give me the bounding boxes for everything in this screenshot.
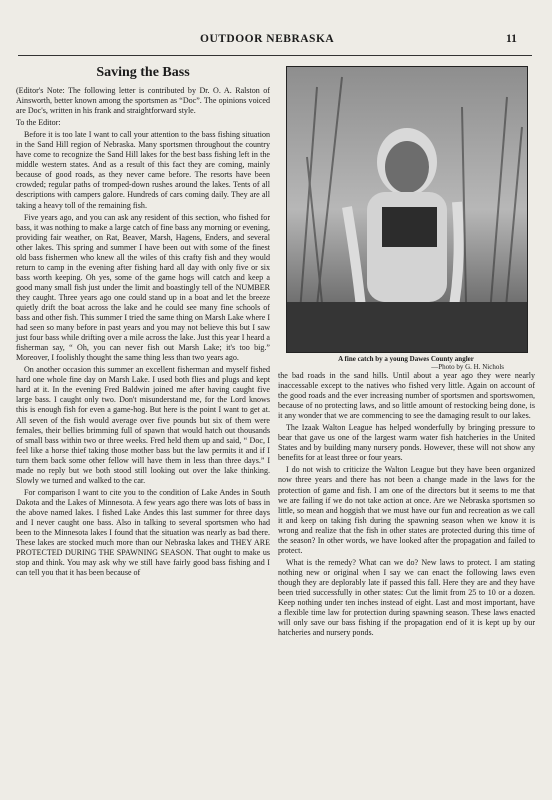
article-title: Saving the Bass — [96, 65, 190, 80]
left-column — [16, 64, 270, 580]
salutation: To the Editor: — [16, 118, 61, 128]
paragraph: I do not wish to criticize the Walton League but they have been organized now three years and there has not been a change made in the laws for the protection of game and fish. I am one of the directors but it seems to me that we are failing if we do not take action at once. Are we Nebraska sportsmen so little, so mean and hoggish that we must have our fun and recreation as we call it and keep on taking fish during the spawning season when we know it is wrong and realize that the fish in other states are protected during this time of the season? In other words, we have looked after the propagation and failed to protect. — [278, 465, 535, 555]
paragraph: Before it is too late I want to call your attention to the bass fishing situation in the Sand Hill region of Nebraska. Many sportsmen throughout the country have come to recognize the Sand Hill lakes for the best bass fishing left in the middle western states. And as a result of this fact they are coming, mainly because of good roads, as they never came before. The resorts have been crowded; regular paths of tromped-down rushes around the lakes. Tents of all descriptions with campers galore. Hundreds of cars coming daily. They are all taking a heavy toll of the remaining fish. — [16, 130, 270, 210]
paragraph: the bad roads in the sand hills. Until about a year ago they were nearly inaccessable except to the natives who fished very little. Again on account of the good roads and the ever increasing number of sportsmen and sportswomen, because of no protecting laws, and so little amount of restocking being done, is it any wonder that we are commencing to see the damaging result to our lakes. — [278, 371, 535, 421]
magazine-title: OUTDOOR NEBRASKA — [200, 33, 335, 45]
angler-photo — [286, 66, 528, 353]
paragraph: For comparison I want to cite you to the condition of Lake Andes in South Dakota and the Lakes of Minnesota. A few years ago there was lots of bass in the above named lakes. I fished Lake Andes this last summer for three days and I never caught one bass. Also in talking to several sportsmen who had been to the Minnesota lakes I found that the situation was nearly as bad there. These lakes are stocked much more than our Nebraska lakes and THEY ARE PROTECTED DURING THE SPAWNING SEASON. That ought to make us stop and think. You may ask why we still have fairly good bass fishing and I can tell you that it has been because of — [16, 487, 270, 578]
photo-caption: A fine catch by a young Dawes County angler — [338, 355, 474, 363]
page-header — [0, 33, 552, 53]
photo-caption-block — [286, 355, 526, 371]
photo-credit: —Photo by G. H. Nichols — [431, 363, 504, 371]
paragraph: Five years ago, and you can ask any resident of this section, who fished for bass, it was nothing to make a large catch of fine bass any morning or evening, providing fair weather, on Rat, Beaver, Marsh, Hagens, Enders, and several other lakes. This spring and summer I have been out with some of the finest old bass fishermen who knew all the wiles of this crafty fish and they would return to camp in the evening after fishing hard all day with only five or six bass worth keeping. Oh yes, some of the game hogs will catch and keep a good many small fish just under the limit and boastingly tell of the NUMBER they caught. Three years ago one could stand up in a boat and let the breeze quietly drift the boat across the lake and he could see many fine schools of bass and other fish. This summer I tried the same thing on Marsh Lake where I had seen so many before in past years and you may not believe this but I saw just four bass while drifting over a mile across the lake. Just this year I heard a fisherman say, “ Oh, you can never fish out Marsh Lake; it's too big.” Moreover, I foolishly thought the same thing less than two years ago. — [16, 212, 270, 363]
editors-note: (Editor's Note: The following letter is contributed by Dr. O. A. Ralston of Ainsworth, better known among the sportsmen as “Doc”. The opinions voiced are Doc's, written in his frank and straightforward style. — [16, 86, 270, 116]
header-rule — [18, 55, 532, 56]
paragraph: The Izaak Walton League has helped wonderfully by bringing pressure to bear that gave us one of the largest warm water fish hatcheries in the United States and by building many nursery ponds. However, these will not show any benefits for at least three or four years. — [278, 423, 535, 463]
page-number: 11 — [506, 33, 517, 45]
paragraph: On another occasion this summer an excellent fisherman and myself fished hard one whole fine day on Marsh Lake. I used both flies and plugs and kept hard at it. In the evening Fred Baldwin joined me after having caught five large bass. I caught only two. Don't misunderstand me, for the Lord knows this is enough fish for even a game-hog. But here is the point I want to get at. All seven of the fish would average over five pounds but six of them were females, their bellies brimming full of spawn that would hatch out thousands of small bass within two or three weeks. Fred held them up and said, “ Doc, I feel like a horse thief taking those mother bass but the law permits it and if I turn them back some other fellow will have them in less than three days.” I made no reply but we both stood still looking out over the lake thinking. Slowly we turned and walked to the car. — [16, 365, 270, 485]
paragraph: What is the remedy? What can we do? New laws to protect. I am stating nothing new or original when I say we can enact the following laws even though they are deplorably late if passed this fall. Here they are and they have been tried successfully in other states: Cut the limit from 25 to 10 or a dozen. Keep nothing under ten inches instead of eight. Last and most important, have a flexible time law for protection during spawning season. These laws enacted will only save our bass fishing if the propagation end of it is kept up by our hatcheries and nursery ponds. — [278, 557, 535, 638]
right-column — [278, 371, 535, 640]
